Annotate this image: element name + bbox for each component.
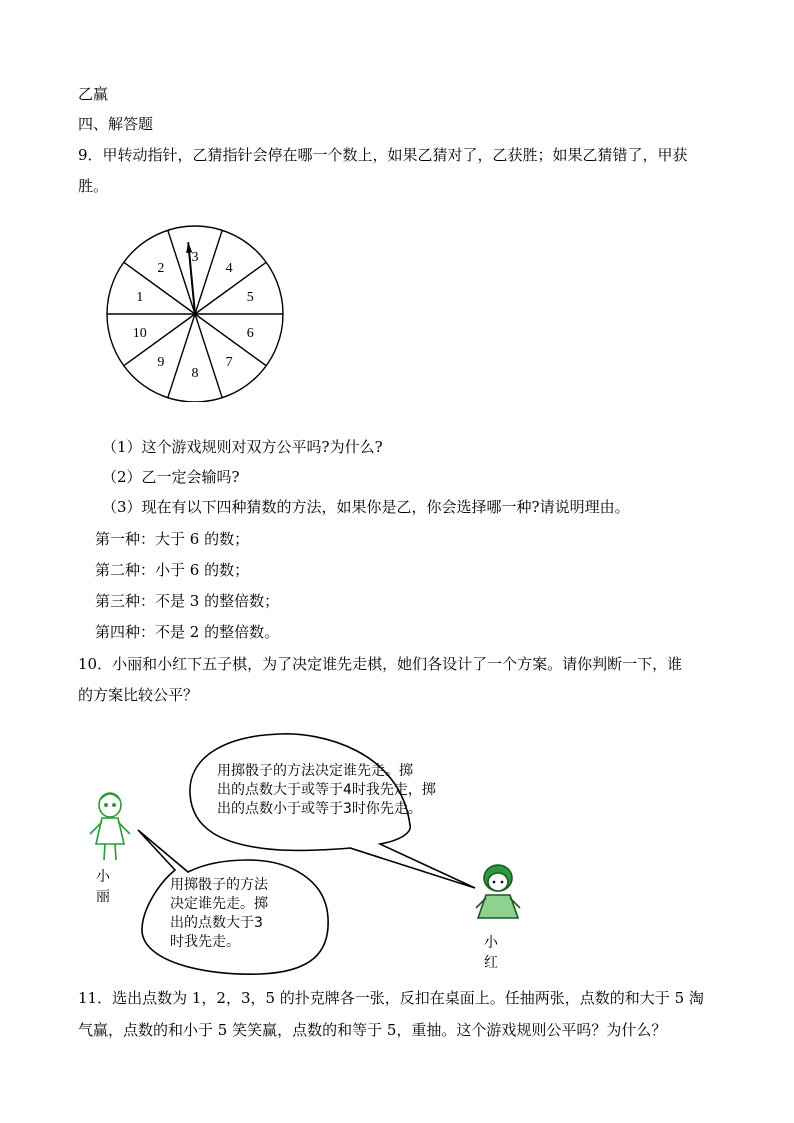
question-10-text: 10．小丽和小红下五子棋，为了决定谁先走棋，她们各设计了一个方案。请你判断一下，谁 xyxy=(78,655,683,673)
method-3: 第三种：不是 3 的整倍数； xyxy=(95,592,280,610)
spinner-sector-label: 3 xyxy=(191,249,199,265)
question-10-text-cont: 的方案比较公平？ xyxy=(78,686,199,704)
spinner-sector-label: 8 xyxy=(191,366,199,382)
question-9-sub-1: （1）这个游戏规则对双方公平吗?为什么? xyxy=(102,438,383,456)
spinner-sector-label: 7 xyxy=(225,354,233,370)
xiaoli-bubble-line-2: 决定谁先走。掷 xyxy=(170,896,268,912)
question-11-text: 11．选出点数为 1，2，3，5 的扑克牌各一张，反扣在桌面上。任抽两张，点数的和大于 5 淘 xyxy=(78,989,704,1007)
answer-line: 乙赢 xyxy=(78,85,109,103)
spinner-sector-label: 2 xyxy=(157,261,165,277)
xiaoli-bubble-line-1: 用掷骰子的方法 xyxy=(170,877,268,893)
question-9-sub-3: （3）现在有以下四种猜数的方法，如果你是乙，你会选择哪一种?请说明理由。 xyxy=(102,498,630,516)
xiaohong-name: 小红 xyxy=(484,935,498,971)
method-2: 第二种：小于 6 的数； xyxy=(95,561,250,579)
method-4: 第四种：不是 2 的整倍数。 xyxy=(95,623,280,641)
spinner-sector-label: 10 xyxy=(132,325,147,341)
section-heading: 四、解答题 xyxy=(78,115,154,133)
xiaohong-bubble-line-3: 出的点数小于或等于3时你先走。 xyxy=(217,801,422,817)
spinner-divider xyxy=(168,314,195,398)
spinner-sector-label: 6 xyxy=(246,325,254,341)
spinner-wheel xyxy=(100,222,290,402)
spinner-sector-label: 9 xyxy=(157,354,165,370)
spinner-divider xyxy=(195,314,222,398)
question-9-text: 9．甲转动指针，乙猜指针会停在哪一个数上，如果乙猜对了，乙获胜；如果乙猜错了，甲获 xyxy=(78,146,688,164)
method-1: 第一种：大于 6 的数； xyxy=(95,530,250,548)
xiaoli-bubble-line-4: 时我先走。 xyxy=(170,934,240,950)
spinner-sector-label: 4 xyxy=(225,261,233,277)
xiaohong-bubble-line-1: 用掷骰子的方法决定谁先走。掷 xyxy=(217,763,413,779)
xiaohong-bubble-line-2: 出的点数大于或等于4时我先走，掷 xyxy=(217,782,436,798)
question-11-text-cont: 气赢，点数的和小于 5 笑笑赢，点数的和等于 5，重抽。这个游戏规则公平吗？为什么？ xyxy=(78,1021,667,1039)
question-9-text-cont: 胜。 xyxy=(78,177,109,195)
question-9-sub-2: （2）乙一定会输吗? xyxy=(102,468,240,486)
spinner-divider xyxy=(195,230,222,314)
spinner-sector-label: 5 xyxy=(246,290,254,306)
xiaoli-figure xyxy=(90,793,130,860)
xiaohong-figure xyxy=(476,865,520,918)
xiaoli-name: 小丽 xyxy=(96,869,110,905)
xiaoli-bubble-line-3: 出的点数大于3 xyxy=(170,915,263,931)
spinner-sector-label: 1 xyxy=(136,290,144,306)
